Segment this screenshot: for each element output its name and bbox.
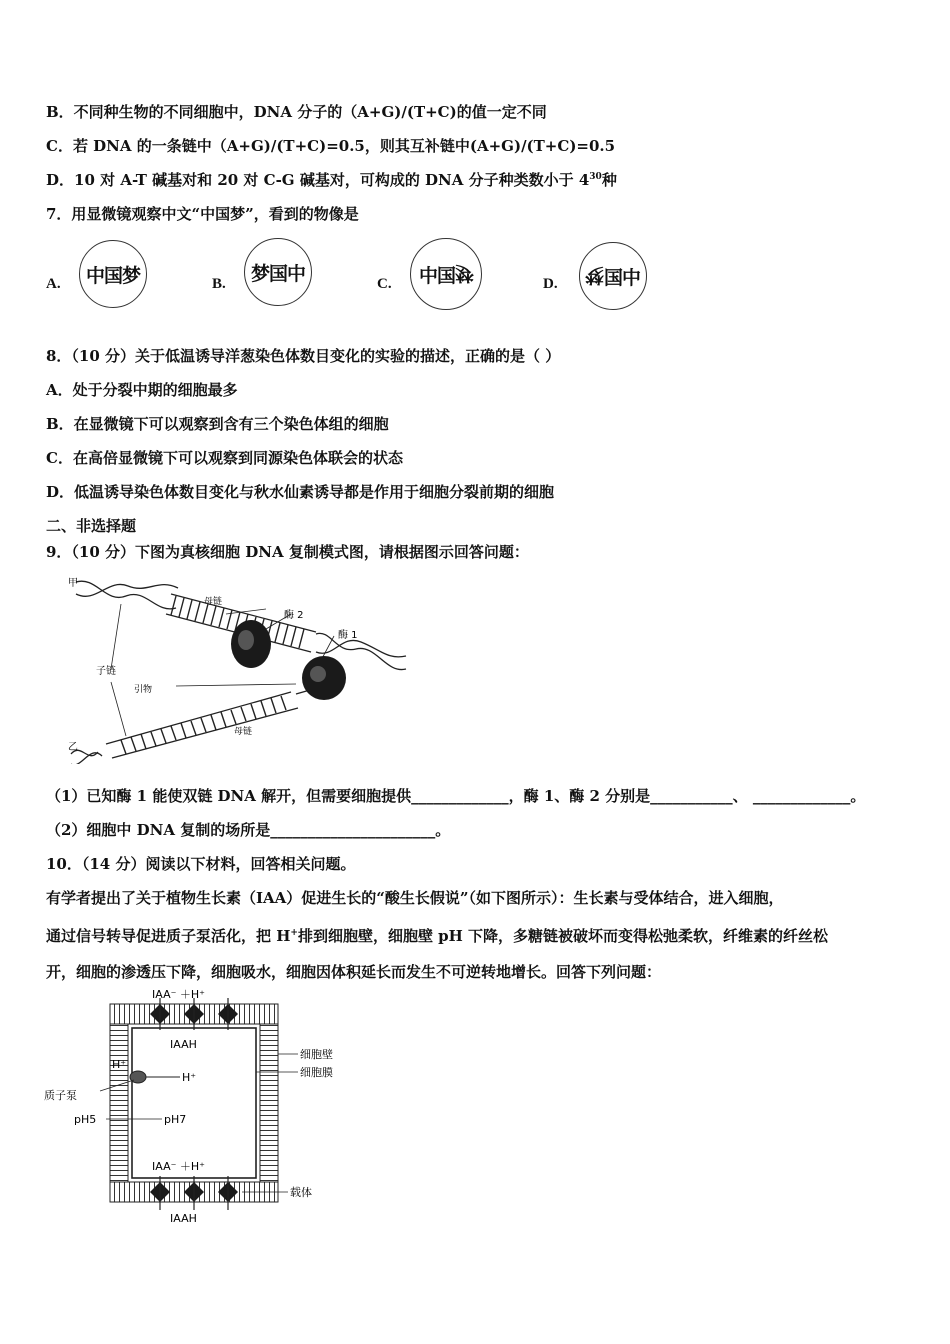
- q9-stem: 9．（10 分）下图为真核细胞 DNA 复制模式图，请根据图示回答问题：: [46, 543, 529, 561]
- label-iaah-top: IAAH: [170, 1038, 197, 1051]
- q6-option-d-exponent: 30: [589, 172, 602, 182]
- q9-part1: （1）已知酶 1 能使双链 DNA 解开，但需要细胞提供_____________，酶 1、酶 2 分别是___________、 _____________。: [46, 787, 866, 805]
- label-h-in: H⁺: [182, 1071, 197, 1084]
- label-h-out: H⁺: [112, 1058, 127, 1071]
- q10-para-1: 有学者提出了关于植物生长素（IAA）促进生长的“酸生长假说”（如下图所示）：生长素与受体结合，进入细胞，: [46, 889, 784, 907]
- label-mei1: 酶 1: [338, 630, 358, 641]
- q8-stem: 8．（10 分）关于低温诱导洋葱染色体数目变化的实验的描述，正确的是（ ）: [46, 347, 561, 365]
- label-iaah-bottom: IAAH: [170, 1212, 197, 1225]
- label-ph5: pH5: [74, 1113, 97, 1126]
- label-yi: 乙: [68, 742, 78, 753]
- q6-option-d: [46, 170, 617, 190]
- q7-label-a: A.: [46, 276, 61, 292]
- q7-option-d-rotated-char: 梦: [585, 263, 604, 286]
- label-yinwu: 引物: [134, 685, 153, 695]
- q10-para-2-text: 通过信号转导促进质子泵活化，把 H: [46, 927, 291, 945]
- q7-label-b: B.: [212, 276, 226, 292]
- q10-para-2-rest: 排到细胞壁，细胞壁 pH 下降，多糖链被破坏而变得松弛柔软，纤维素的纤丝松: [297, 927, 829, 945]
- label-top-ion: IAA⁻ ＋H⁺: [152, 988, 205, 1001]
- label-ph7: pH7: [164, 1113, 187, 1126]
- label-zilian: 子链: [96, 666, 116, 677]
- q6-option-d-text: D．10 对 A-T 碱基对和 20 对 C-G 碱基对，可构成的 DNA 分子种类数小于 4: [46, 171, 590, 189]
- section-heading: 二、非选择题: [46, 517, 137, 535]
- q7-option-c-text: 中国: [418, 264, 455, 287]
- q8-option-c: C．在高倍显微镜下可以观察到同源染色体联会的状态: [46, 449, 403, 467]
- q6-option-d-suffix: 种: [601, 171, 617, 189]
- q7-option-a-text: 中国梦: [85, 264, 140, 287]
- q7-option-a-image: [79, 240, 147, 308]
- q8-option-b: B．在显微镜下可以观察到含有三个染色体组的细胞: [46, 415, 389, 433]
- label-cell-membrane: 细胞膜: [300, 1066, 333, 1079]
- q7-option-b-text: 梦国中: [250, 262, 305, 285]
- q7-option-c-image: [410, 238, 482, 310]
- q8-option-d: D．低温诱导染色体数目变化与秋水仙素诱导都是作用于细胞分裂前期的细胞: [46, 483, 555, 501]
- q7-option-c-flipped-char: 梦: [455, 261, 474, 284]
- q6-option-b: B．不同种生物的不同细胞中，DNA 分子的（A+G)/(T+C)的值一定不同: [46, 103, 547, 121]
- q10-para-2-superscript: +: [290, 928, 298, 938]
- q6-option-c: C．若 DNA 的一条链中（A+G)/(T+C)=0.5，则其互补链中(A+G)/(T+C)=0.5: [46, 137, 616, 155]
- q9-part2: （2）细胞中 DNA 复制的场所是______________________。: [46, 821, 451, 839]
- label-mei2: 酶 2: [284, 610, 304, 621]
- q7-label-c: C.: [377, 276, 392, 292]
- q7-stem: 7．用显微镜观察中文“中国梦”，看到的物像是: [46, 205, 359, 223]
- q7-label-d: D.: [543, 276, 558, 292]
- q7-option-d-image: [579, 242, 647, 310]
- label-proton-pump: 质子泵: [44, 1089, 77, 1102]
- label-jia: 甲: [68, 578, 78, 589]
- q7-option-b-image: [244, 238, 312, 306]
- label-carrier: 载体: [290, 1186, 312, 1199]
- label-mulian-top: 母链: [204, 597, 223, 607]
- label-cell-wall: 细胞壁: [300, 1048, 333, 1061]
- q10-stem: 10．（14 分）阅读以下材料，回答相关问题。: [46, 855, 356, 873]
- q10-para-2: [46, 926, 828, 946]
- acid-growth-figure: [42, 988, 362, 1228]
- q7-option-d-text: 国中: [604, 266, 641, 289]
- q8-option-a: A．处于分裂中期的细胞最多: [46, 381, 238, 399]
- dna-replication-figure: [66, 574, 410, 764]
- label-mulian-bottom: 母链: [234, 727, 253, 737]
- q10-para-3: 开，细胞的渗透压下降，细胞吸水，细胞因体积延长而发生不可逆转地增长。回答下列问题：: [46, 963, 662, 981]
- label-bottom-ion: IAA⁻ ＋H⁺: [152, 1160, 205, 1173]
